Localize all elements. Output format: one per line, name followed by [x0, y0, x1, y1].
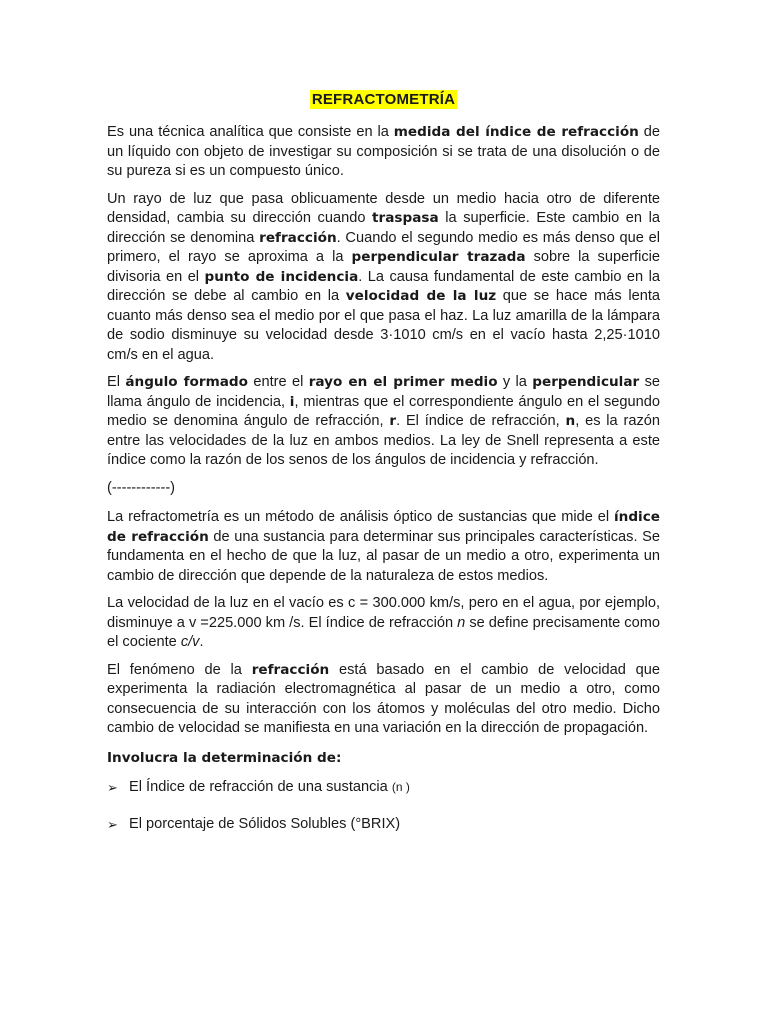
bold-run: n: [565, 413, 576, 429]
subheading-text: Involucra la determinación de:: [107, 749, 342, 766]
text-run: se llama ángulo de incidencia,: [107, 374, 660, 410]
title-wrap: [107, 90, 660, 109]
bold-run: velocidad de la luz: [345, 288, 497, 304]
text-run: de una sustancia para determinar sus principales características. Se fundamenta en el hecho de que la luz, al pasar de un medio a otro, experimenta un cambio de dirección que depende de la naturaleza de estos medios.: [107, 528, 660, 584]
arrow-bullet-icon: ➢: [107, 779, 118, 795]
paragraph-ray: [107, 190, 660, 366]
bold-run: traspasa: [372, 210, 439, 226]
text-run: . Cuando el segundo medio es más denso que el primero, el rayo se aproxima a la: [107, 229, 660, 265]
paragraph-angles: [107, 373, 660, 471]
list-item-text: El porcentaje de Sólidos Solubles (°BRIX): [129, 815, 401, 832]
italic-run: n: [457, 614, 466, 631]
text-run: La velocidad de la luz en el vacío es c = 300.000 km/s, pero en el agua, por ejemplo, disminuye a v =225.000 km /s. El índice de refracción: [107, 595, 660, 631]
text-run: , es la razón entre las velocidades de la luz en ambos medios. La ley de Snell representa a este índice como la razón de los senos de los ángulos de incidencia y refracción.: [107, 413, 660, 468]
paragraph-phenomenon: [107, 661, 660, 739]
bold-run: i: [289, 393, 295, 410]
text-run: está basado en el cambio de velocidad que experimenta la radiación electromagnética al pasar de un medio a otro, como consecuencia de su interacción con los átomos y moléculas del otro medio. Dicho cambio de velocidad se manifiesta en una variación en la dirección de propagación.: [107, 661, 660, 736]
list-item: [107, 778, 660, 797]
text-run: la superficie. Este cambio en la dirección se denomina: [107, 210, 660, 246]
paragraph-method: [107, 508, 660, 586]
text-run: sobre la superficie divisoria en el: [107, 249, 661, 285]
text-run: . El índice de refracción,: [396, 413, 566, 429]
paragraph-intro: [107, 123, 660, 182]
bold-run: perpendicular trazada: [351, 249, 526, 265]
list-item-text: El Índice de refracción de una sustancia: [129, 778, 392, 795]
bold-run: punto de incidencia: [204, 268, 359, 285]
bold-run: refracción: [251, 661, 330, 678]
text-run: entre el: [248, 374, 309, 390]
subheading: [107, 749, 660, 768]
text-run: . La causa fundamental de este cambio en la dirección se debe al cambio en la: [107, 268, 660, 304]
text-run: que se hace más lenta cuanto más denso sea el medio por el que pasa el haz. La luz amarilla de la lámpara de sodio disminuye su velocidad desde 3·1010 cm/s en el vacío hasta 2,25·1010 cm/s en el agua.: [107, 288, 660, 363]
bold-run: ángulo formado: [125, 374, 248, 390]
text-run: .: [199, 634, 204, 650]
page-title: REFRACTOMETRÍA: [311, 91, 456, 108]
text-run: La refractometría es un método de análisis óptico de sustancias que mide el: [107, 509, 614, 525]
text-run: y la: [497, 374, 533, 390]
italic-run: c/v: [180, 634, 200, 650]
bold-run: índice de refracción: [107, 509, 660, 545]
list-item-small: (n ): [391, 779, 410, 794]
list-item: [107, 815, 660, 834]
separator-dashes: (------------): [107, 479, 176, 496]
text-run: , mientras que el correspondiente ángulo en el segundo medio se denomina ángulo de refracción,: [107, 393, 661, 429]
text-run: de un líquido con objeto de investigar su composición si se trata de una disolución o de su pureza si es un compuesto único.: [107, 124, 661, 179]
text-run: Es una técnica analítica que consiste en la: [107, 124, 394, 140]
arrow-bullet-icon: ➢: [107, 816, 118, 832]
text-run: El: [107, 374, 126, 390]
text-run: Un rayo de luz que pasa oblicuamente desde un medio hacia otro de diferente densidad, cambia su dirección cuando: [107, 190, 660, 226]
text-run: El fenómeno de la: [107, 661, 252, 678]
bold-run: refracción: [259, 229, 337, 246]
text-run: se define precisamente como el cociente: [107, 614, 660, 650]
bold-run: medida del índice de refracción: [393, 124, 639, 140]
determination-list: [107, 778, 660, 834]
bold-run: perpendicular: [532, 374, 640, 390]
bold-run: rayo en el primer medio: [308, 374, 498, 390]
paragraph-speed: [107, 594, 660, 653]
bold-run: r: [389, 413, 397, 429]
